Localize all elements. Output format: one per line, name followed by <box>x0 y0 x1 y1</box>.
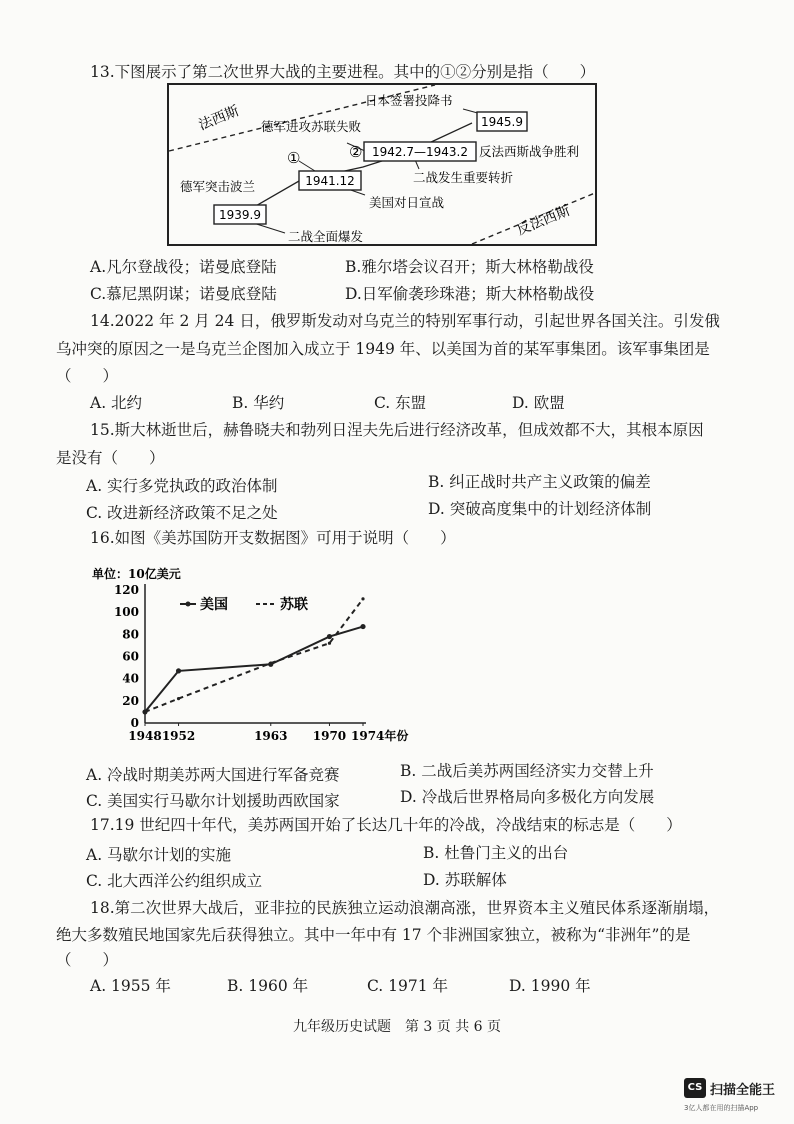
data-point-ussr <box>361 597 364 600</box>
y-tick-label: 20 <box>122 693 139 708</box>
q15-option-a[interactable]: A. 实行多党执政的政治体制 <box>86 477 278 495</box>
defense-spending-chart <box>80 560 420 750</box>
q13-option-d[interactable]: D.日军偷袭珍珠港；斯大林格勒战役 <box>345 285 595 303</box>
x-tick-label: 1974年份 <box>351 729 409 743</box>
q15-option-d[interactable]: D. 突破高度集中的计划经济体制 <box>428 500 652 518</box>
scanner-app-name: 扫描全能王 <box>710 1083 776 1098</box>
chart-plot-area <box>114 583 408 743</box>
scanner-tagline: 3亿人都在用的扫描App <box>684 1104 759 1112</box>
event-full-outbreak: 二战全面爆发 <box>288 229 364 244</box>
q16-option-a[interactable]: A. 冷战时期美苏两大国进行军备竞赛 <box>86 766 340 784</box>
q14-option-c[interactable]: C. 东盟 <box>374 394 427 412</box>
event-ussr-attack-failed: 德军进攻苏联失败 <box>261 119 362 134</box>
q16-option-b[interactable]: B. 二战后美苏两国经济实力交替上升 <box>400 762 654 780</box>
x-tick-label: 1963 <box>254 729 288 743</box>
q17-option-b[interactable]: B. 杜鲁门主义的出台 <box>423 844 569 862</box>
series-line-ussr <box>145 599 363 712</box>
q13-option-a[interactable]: A.凡尔登战役；诺曼底登陆 <box>90 258 277 276</box>
q15-stem-line2: 是没有（ ） <box>56 449 165 467</box>
chart-unit-label: 单位：10亿美元 <box>92 567 181 581</box>
data-point-ussr <box>328 642 331 645</box>
q18-option-a[interactable]: A. 1955 年 <box>90 977 171 995</box>
q17-option-c[interactable]: C. 北大西洋公约组织成立 <box>86 872 263 890</box>
ww2-timeline-diagram <box>167 83 597 246</box>
date-1942-1943: 1942.7—1943.2 <box>372 145 468 159</box>
q14-stem-line1: 14.2022 年 2 月 24 日，俄罗斯发动对乌克兰的特别军事行动，引起世界各国关注。引发俄 <box>90 312 720 330</box>
q14-option-a[interactable]: A. 北约 <box>90 394 143 412</box>
data-point-ussr <box>143 710 146 713</box>
event-us-declares-war: 美国对日宣战 <box>369 195 445 210</box>
x-tick-label: 1970 <box>312 729 347 743</box>
q18-option-b[interactable]: B. 1960 年 <box>227 977 309 995</box>
q17-option-a[interactable]: A. 马歇尔计划的实施 <box>86 846 232 864</box>
chart-legend <box>180 596 308 613</box>
x-tick-label: 1952 <box>161 729 196 743</box>
q15-option-b[interactable]: B. 纠正战时共产主义政策的偏差 <box>428 473 651 491</box>
data-point-us <box>176 668 181 673</box>
data-point-ussr <box>269 662 272 665</box>
q17-stem: 17.19 世纪四十年代，美苏两国开始了长达几十年的冷战，冷战结束的标志是（ ） <box>90 816 682 834</box>
q14-stem-line2: 乌冲突的原因之一是乌克兰企图加入成立于 1949 年、以美国为首的某军事集团。该军事集团是 <box>56 340 710 358</box>
date-1939: 1939.9 <box>219 208 261 222</box>
y-tick-label: 120 <box>113 583 139 597</box>
q13-stem: 13.下图展示了第二次世界大战的主要进程。其中的①②分别是指（ ） <box>90 63 596 81</box>
legend-us: 美国 <box>200 597 228 613</box>
q13-option-c[interactable]: C.慕尼黑阴谋；诺曼底登陆 <box>90 285 277 303</box>
anti-fascist-label: 反法西斯 <box>514 202 573 239</box>
y-tick-label: 80 <box>122 627 139 642</box>
date-1941: 1941.12 <box>305 174 355 188</box>
q13-option-b[interactable]: B.雅尔塔会议召开；斯大林格勒战役 <box>345 258 594 276</box>
fascist-label: 法西斯 <box>196 103 242 134</box>
page-footer: 九年级历史试题 第 3 页 共 6 页 <box>292 1019 502 1035</box>
q18-option-c[interactable]: C. 1971 年 <box>367 977 449 995</box>
q15-option-c[interactable]: C. 改进新经济政策不足之处 <box>86 504 278 522</box>
event-japan-surrender: 日本签署投降书 <box>365 93 453 108</box>
event-poland: 德军突击波兰 <box>180 179 256 194</box>
q16-option-d[interactable]: D. 冷战后世界格局向多极化方向发展 <box>400 788 655 806</box>
y-tick-label: 40 <box>122 671 139 686</box>
q18-stem-line3: （ ） <box>56 951 119 969</box>
scanner-logo: CS <box>684 1078 706 1098</box>
q18-option-d[interactable]: D. 1990 年 <box>509 977 591 995</box>
marker-1: ① <box>287 149 301 167</box>
q15-stem-line1: 15.斯大林逝世后，赫鲁晓夫和勃列日涅夫先后进行经济改革，但成效都不大，其根本原因 <box>90 421 704 439</box>
y-tick-label: 100 <box>113 605 139 620</box>
q14-option-b[interactable]: B. 华约 <box>232 394 285 412</box>
data-point-us <box>327 634 332 639</box>
q16-stem: 16.如图《美苏国防开支数据图》可用于说明（ ） <box>90 529 456 547</box>
marker-2: ② <box>349 143 363 161</box>
y-tick-label: 60 <box>122 649 139 664</box>
legend-ussr: 苏联 <box>280 597 308 613</box>
data-point-us <box>360 624 365 629</box>
q14-option-d[interactable]: D. 欧盟 <box>512 394 565 412</box>
date-1945: 1945.9 <box>481 115 523 129</box>
event-anti-fascist-victory: 反法西斯战争胜利 <box>479 144 580 159</box>
q18-stem-line1: 18.第二次世界大战后，亚非拉的民族独立运动浪潮高涨，世界资本主义殖民体系逐渐崩塌， <box>90 899 720 917</box>
data-point-ussr <box>177 697 180 700</box>
q17-option-d[interactable]: D. 苏联解体 <box>423 871 507 889</box>
event-turning-point: 二战发生重要转折 <box>413 170 514 185</box>
q16-option-c[interactable]: C. 美国实行马歇尔计划援助西欧国家 <box>86 792 340 810</box>
y-tick-label: 0 <box>130 716 139 730</box>
q14-stem-line3: （ ） <box>56 367 119 385</box>
q18-stem-line2: 绝大多数殖民地国家先后获得独立。其中一年中有 17 个非洲国家独立，被称为“非洲年”的是 <box>56 926 691 944</box>
x-tick-label: 1948 <box>128 729 162 743</box>
scanner-watermark <box>684 1078 794 1124</box>
